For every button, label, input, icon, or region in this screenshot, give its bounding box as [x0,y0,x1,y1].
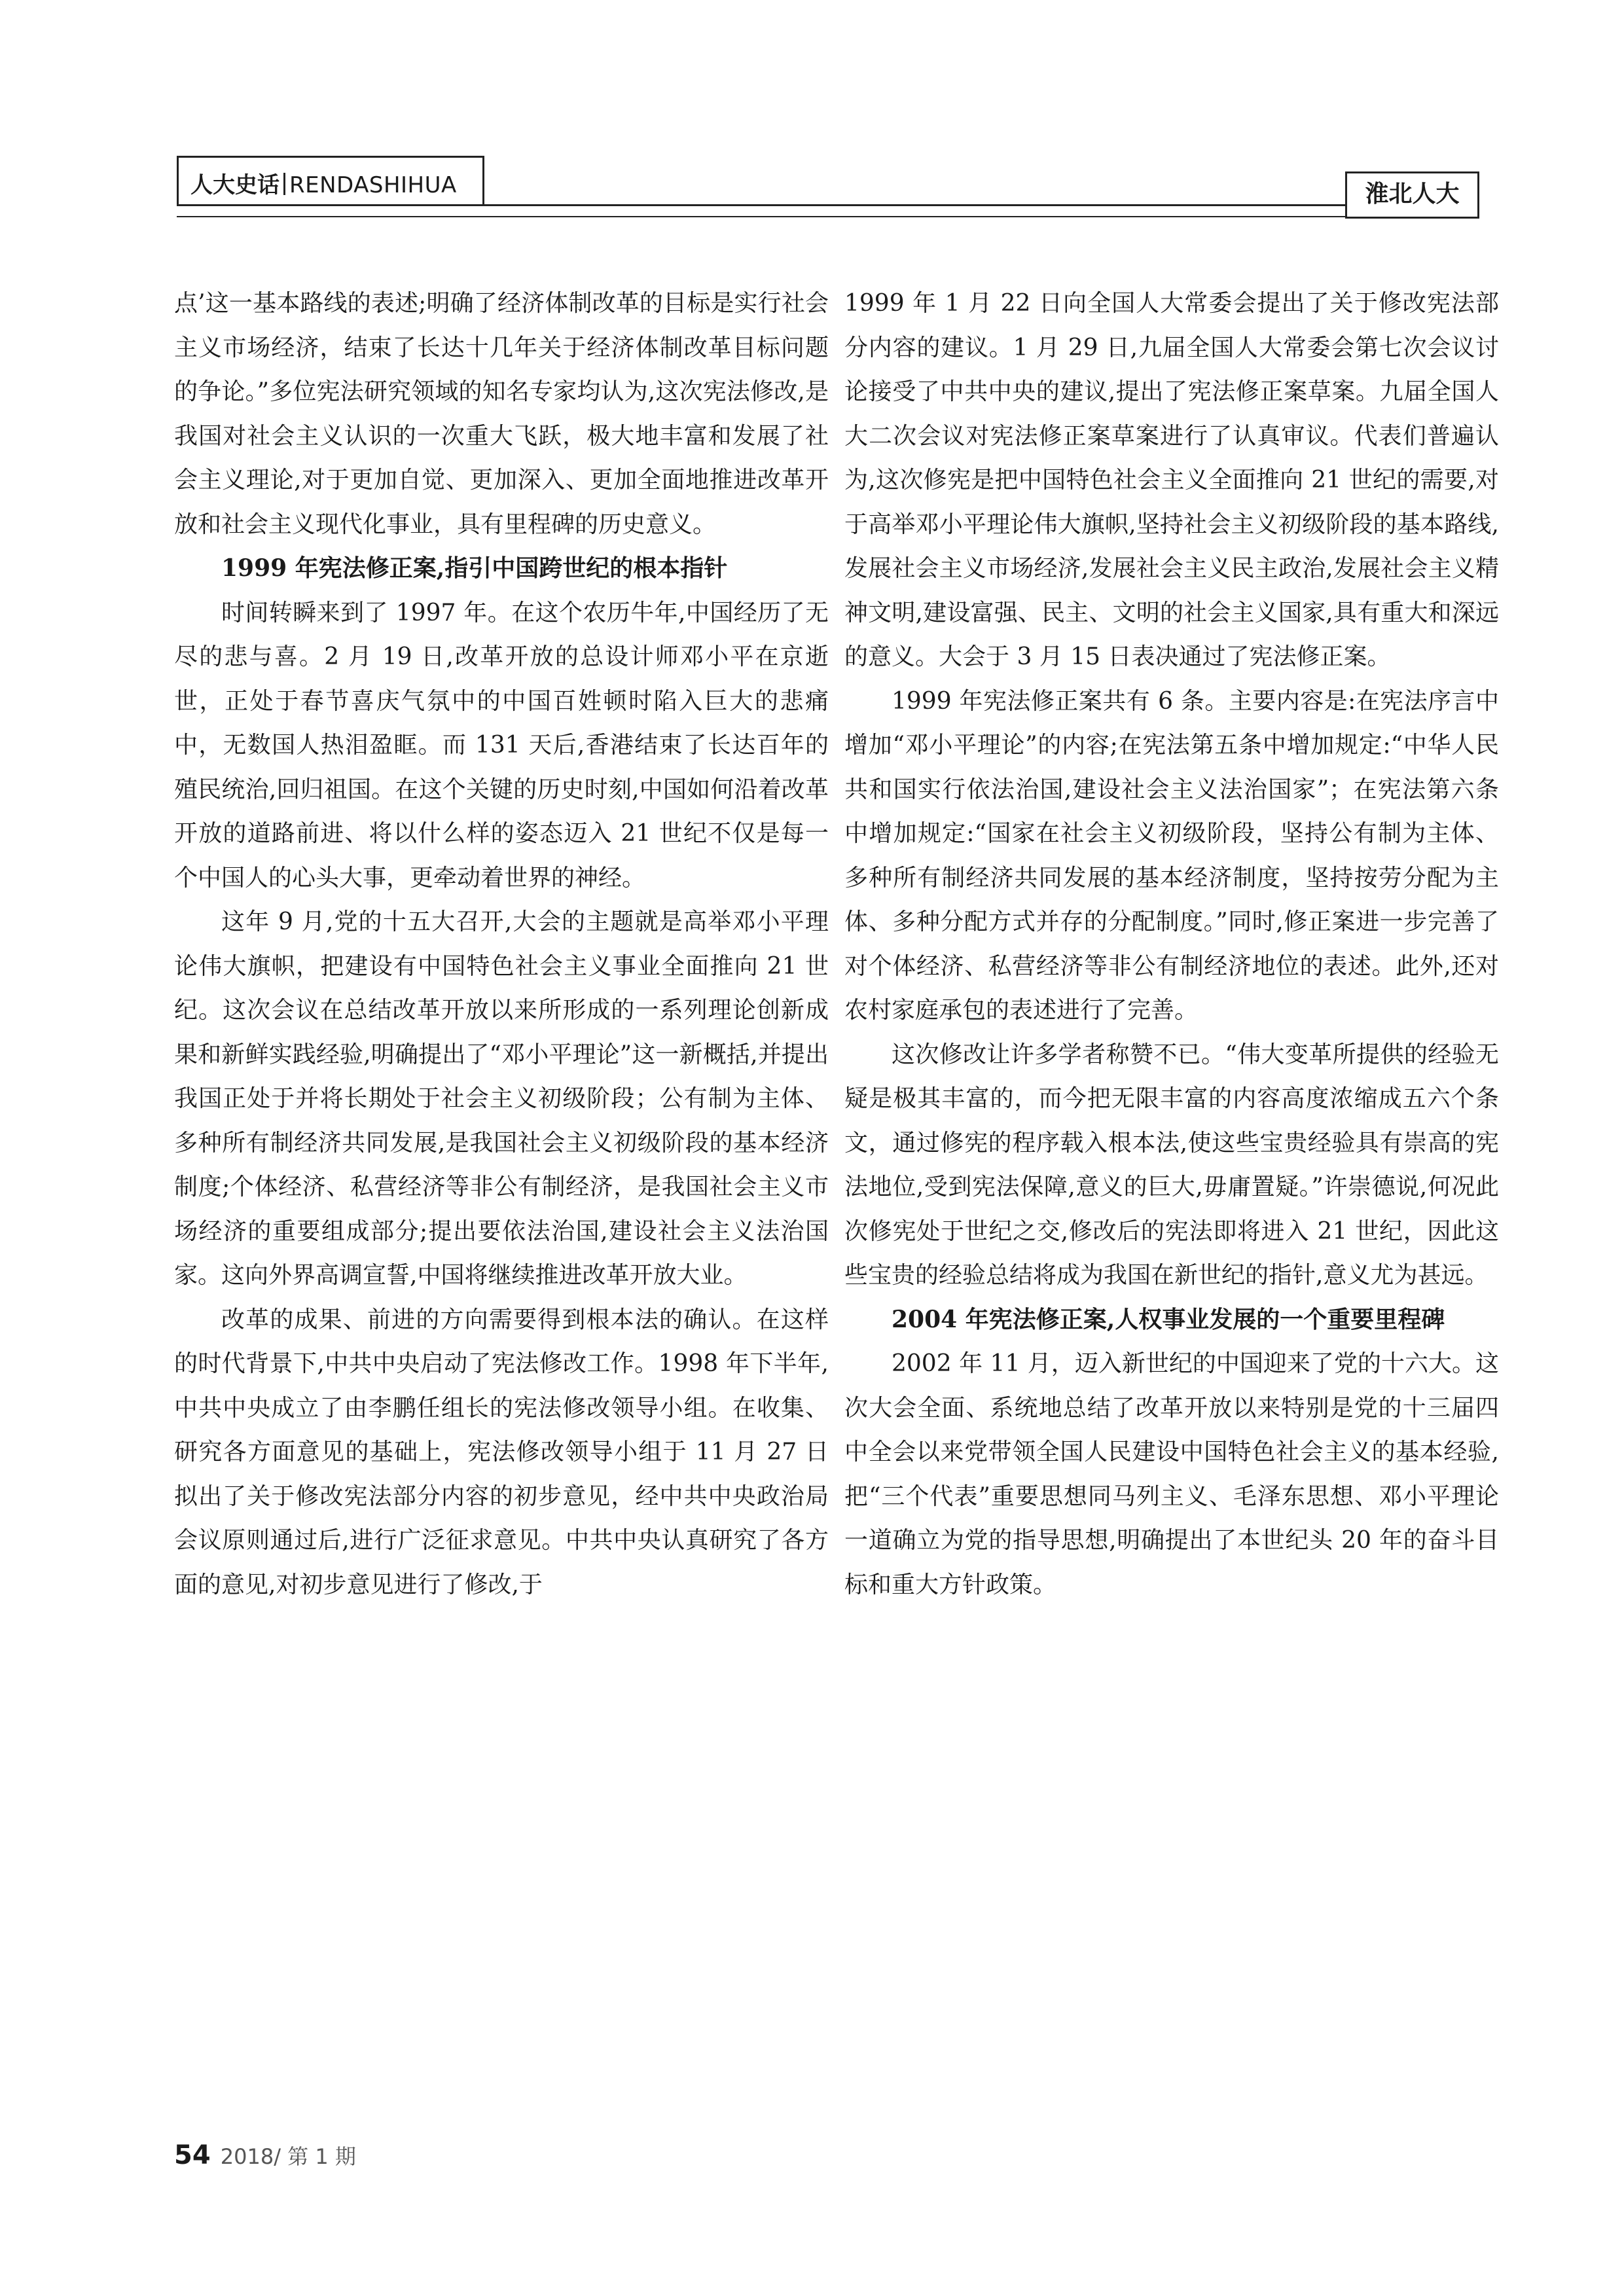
left-column [174,281,829,1607]
paragraph: 点’这一基本路线的表述;明确了经济体制改革的目标是实行社会主义市场经济，结束了长达十几年关于经济体制改革目标问题的争论。”多位宪法研究领域的知名专家均认为,这次宪法修改,是我国对社会主义认识的一次重大飞跃，极大地丰富和发展了社会主义理论,对于更加自觉、更加深入、更加全面地推进改革开放和社会主义现代化事业，具有里程碑的历史意义。 [174,290,829,538]
magazine-title-zh: 人大史话 [190,172,280,198]
right-column [844,281,1499,1607]
page-footer [174,2140,356,2170]
magazine-title-en: RENDASHIHUA [289,172,457,198]
paragraph: 改革的成果、前进的方向需要得到根本法的确认。在这样的时代背景下,中共中央启动了宪法修改工作。1998 年下半年,中共中央成立了由李鹏任组长的宪法修改领导小组。在收集、研究各方面意见的基础上，宪法修改领导小组于 11 月 27 日拟出了关于修改宪法部分内容的初步意见，经中共中央政治局会议原则通过后,进行广泛征求意见。中共中央认真研究了各方面的意见,对初步意见进行了修改,于 [174,1306,829,1598]
paragraph: 这年 9 月,党的十五大召开,大会的主题就是高举邓小平理论伟大旗帜，把建设有中国特色社会主义事业全面推向 21 世纪。这次会议在总结改革开放以来所形成的一系列理论创新成果和新鲜实践经验,明确提出了“邓小平理论”这一新概括,并提出我国正处于并将长期处于社会主义初级阶段；公有制为主体、多种所有制经济共同发展,是我国社会主义初级阶段的基本经济制度;个体经济、私营经济等非公有制经济，是我国社会主义市场经济的重要组成部分;提出要依法治国,建设社会主义法治国家。这向外界高调宣誓,中国将继续推进改革开放大业。 [174,908,829,1289]
paragraph: 这次修改让许多学者称赞不已。“伟大变革所提供的经验无疑是极其丰富的，而今把无限丰富的内容高度浓缩成五六个条文，通过修宪的程序载入根本法,使这些宝贵经验具有崇高的宪法地位,受到宪法保障,意义的巨大,毋庸置疑。”许崇德说,何况此次修宪处于世纪之交,修改后的宪法即将进入 21 世纪，因此这些宝贵的经验总结将成为我国在新世纪的指针,意义尤为甚远。 [844,1041,1499,1289]
issue-label: 2018/ 第 1 期 [220,2144,356,2169]
section-heading-2004: 2004 年宪法修正案,人权事业发展的一个重要里程碑 [892,1305,1445,1333]
header-rule-secondary [177,216,1479,217]
section-heading-1999: 1999 年宪法修正案,指引中国跨世纪的根本指针 [221,554,728,582]
header-rule [177,204,1479,206]
magazine-title [190,167,457,199]
title-separator [283,173,285,195]
page-number: 54 [174,2140,211,2170]
section-label: 淮北人大 [1345,171,1479,219]
paragraph: 2002 年 11 月，迈入新世纪的中国迎来了党的十六大。这次大会全面、系统地总结了改革开放以来特别是党的十三届四中全会以来党带领全国人民建设中国特色社会主义的基本经验,把“三个代表”重要思想同马列主义、毛泽东思想、邓小平理论一道确立为党的指导思想,明确提出了本世纪头 20 年的奋斗目标和重大方针政策。 [844,1350,1499,1598]
magazine-header-box [177,156,484,206]
paragraph: 1999 年宪法修正案共有 6 条。主要内容是:在宪法序言中增加“邓小平理论”的内容;在宪法第五条中增加规定:“中华人民共和国实行依法治国,建设社会主义法治国家”；在宪法第六条中增加规定:“国家在社会主义初级阶段，坚持公有制为主体、多种所有制经济共同发展的基本经济制度，坚持按劳分配为主体、多种分配方式并存的分配制度。”同时,修正案进一步完善了对个体经济、私营经济等非公有制经济地位的表述。此外,还对农村家庭承包的表述进行了完善。 [844,687,1499,1024]
paragraph: 1999 年 1 月 22 日向全国人大常委会提出了关于修改宪法部分内容的建议。1 月 29 日,九届全国人大常委会第七次会议讨论接受了中共中央的建议,提出了宪法修正案草案。九届全国人大二次会议对宪法修正案草案进行了认真审议。代表们普遍认为,这次修宪是把中国特色社会主义全面推向 21 世纪的需要,对于高举邓小平理论伟大旗帜,坚持社会主义初级阶段的基本路线,发展社会主义市场经济,发展社会主义民主政治,发展社会主义精神文明,建设富强、民主、文明的社会主义国家,具有重大和深远的意义。大会于 3 月 15 日表决通过了宪法修正案。 [844,290,1499,670]
paragraph: 时间转瞬来到了 1997 年。在这个农历牛年,中国经历了无尽的悲与喜。2 月 19 日,改革开放的总设计师邓小平在京逝世，正处于春节喜庆气氛中的中国百姓顿时陷入巨大的悲痛中，无数国人热泪盈眶。而 131 天后,香港结束了长达百年的殖民统治,回归祖国。在这个关键的历史时刻,中国如何沿着改革开放的道路前进、将以什么样的姿态迈入 21 世纪不仅是每一个中国人的心头大事，更牵动着世界的神经。 [174,599,829,891]
